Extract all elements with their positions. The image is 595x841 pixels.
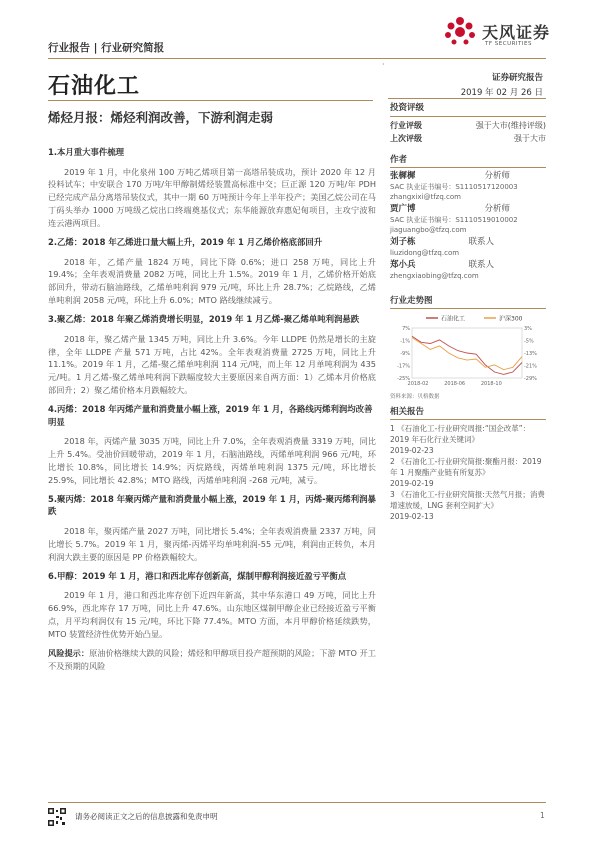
industry-rating-label: 行业评级 [390, 121, 422, 130]
previous-rating-row [390, 133, 546, 146]
related-block [390, 405, 546, 522]
sector-title: 石油化工 [48, 74, 141, 99]
y-tick-label: -9% [400, 351, 410, 357]
author-entry [390, 171, 546, 202]
section-text: 2018 年，乙烯产量 1824 万吨，同比下降 0.6%；进口 258 万吨，同比上升 19.4%；全年表观消费量 2082 万吨，同比上升 1.5%。2019 年 1 月，乙烯价格开始底部回升，带动石脑油路线，乙烯单吨利润 979 元/吨，环比上升 28.7%；乙烷路线，乙烯单吨利润 2058 元/吨，环比上升 6.0%；MTO 路线继续减亏。 [48, 256, 376, 306]
date-divider [388, 98, 546, 99]
related-report-date: 2019-02-13 [390, 512, 434, 521]
related-report-title[interactable]: 1 《石油化工-行业研究周报:“国企改革”：2019 年石化行业关键词》 [390, 424, 531, 444]
rating-block [390, 101, 546, 146]
author-email[interactable]: zhangxixi@tfzq.com [390, 193, 461, 201]
author-cert: SAC 执业证书编号：S1110517120003 [390, 183, 518, 191]
report-title: 烯烃月报：烯烃利润改善，下游利润走弱 [48, 110, 274, 125]
page-number: 1 [540, 811, 545, 820]
qr-code-icon[interactable] [48, 808, 66, 826]
logo-text: 天风证券 [482, 23, 551, 42]
author-email[interactable]: jiaguangbo@tfzq.com [390, 226, 467, 234]
series-line [412, 336, 522, 374]
section-heading: 2.乙烯：2018 年乙烯进口量大幅上升，2019 年 1 月乙烯价格底部回升 [48, 237, 323, 248]
rating-divider [390, 116, 546, 117]
footer-divider [48, 802, 546, 803]
section-text: 2019 年 1 月，中化泉州 100 万吨乙烯项目第一高塔吊装成功，预计 2020 年 12 月投料试车；中安联合 170 万吨/年甲醇制烯烃装置高标准中交；巨正源 120 万吨/年 PDH 已经完成产品分离塔吊装仪式，其中一期 60 万吨预计今年上半年投产；美国乙烷公司在马丁码头举办 1000 万吨级乙烷出口终端奠基仪式；东华能源放弃惠妃甸项目，主攻宁波和连云港两项目。 [48, 166, 376, 229]
author-role: 联系人 [468, 260, 494, 270]
risk-label: 风险提示： [48, 647, 90, 658]
related-report-title[interactable]: 3 《石油化工-行业研究简报:天然气月报；消费增速放缓，LNG 套利空间扩大》 [390, 490, 545, 510]
section-text: 2018 年，丙烯产量 3035 万吨，同比上升 7.0%，全年表观消费量 3319 万吨，同比上升 5.4%。受油价回暖带动，2019 年 1 月，石脑油路线，丙烯单吨利润 966 元/吨，环比增长 10.8%，同比增长 14.9%；丙烷路线，丙烯单吨利润 1375 元/吨，环比增长 25.9%，同比增长 42.8%；MTO 路线，丙烯单吨利润 -268 元/吨，减亏。 [48, 436, 376, 485]
report-body [48, 146, 376, 678]
section-text: 2018 年，聚乙烯产量 1345 万吨，同比上升 3.6%。今年 LLDPE 仍然是增长的主旋律，全年 LLDPE 产量 571 万吨，占比 42%。全年表观消费量 2725 万吨，同比上升 11.1%。2019 年 1 月，乙烯-聚乙烯单吨利润 114 元/吨，而上年 12 月单吨利润为 435 元/吨。1 月乙烯-聚乙烯单吨利润下跌幅度较大主要原因来自两方面：1）乙烯本月价格底部回升；2）聚乙烯价格本月跌幅较大。 [48, 333, 376, 396]
related-heading: 相关报告 [390, 407, 425, 417]
logo-icon [443, 16, 477, 46]
legend-label: 石油化工 [441, 315, 466, 323]
author-role: 分析师 [484, 171, 510, 181]
report-date: 2019 年 02 月 26 日 [460, 88, 543, 98]
section-heading: 3.聚乙烯：2018 年聚乙烯消费增长明显，2019 年 1 月乙烯-聚乙烯单吨利润悬跌 [48, 314, 360, 325]
author-name: 张樨樨 [390, 171, 416, 181]
section-heading: 6.甲醇：2019 年 1 月，港口和西北库存创新高，煤制甲醇利润接近盈亏平衡点 [48, 570, 347, 581]
report-type: 证券研究报告 [491, 73, 543, 83]
trend-block [390, 294, 546, 400]
x-tick-label: 2018-10 [480, 381, 502, 387]
legend-label: 沪深300 [499, 315, 523, 323]
related-report-item[interactable] [390, 456, 546, 489]
trend-heading: 行业走势图 [390, 296, 433, 306]
previous-rating-label: 上次评级 [390, 134, 422, 143]
logo-subtext: TF SECURITIES [485, 41, 532, 47]
related-report-date: 2019-02-19 [390, 479, 434, 488]
report-category: 行业报告 | 行业研究简报 [48, 42, 165, 54]
industry-rating-row [390, 120, 546, 133]
chart-source: 资料来源：贝格数据 [390, 394, 440, 400]
authors-block [390, 153, 546, 281]
y2-tick-label: -13% [524, 351, 537, 357]
author-entry [390, 260, 546, 281]
section-heading: 5.聚丙烯：2018 年聚丙烯产量和消费量小幅上涨，2019 年 1 月，丙烯-聚丙烯利润暴跌 [48, 493, 376, 517]
section-heading: 4.丙烯：2018 年丙烯产量和消费量小幅上涨，2019 年 1 月，各路线丙烯利润均改善明显 [48, 404, 373, 427]
x-tick-label: 2018-02 [407, 381, 429, 387]
series-line [412, 338, 522, 370]
section-heading: 1.本月重大事件梳理 [48, 147, 125, 157]
author-email[interactable]: zhengxiaobing@tfzq.com [390, 272, 479, 280]
disclaimer-text: 请务必阅读正文之后的信息披露和免责申明 [75, 812, 218, 821]
y-tick-label: -1% [400, 338, 410, 345]
y2-tick-label: -5% [524, 338, 534, 345]
author-email[interactable]: liuzidong@tfzq.com [390, 249, 460, 257]
related-report-item[interactable] [390, 423, 546, 456]
x-tick-label: 2018-06 [444, 381, 466, 387]
author-entry [390, 237, 546, 258]
industry-rating-value: 强于大市(维持评级) [475, 121, 546, 130]
y-tick-label: -17% [397, 363, 410, 370]
section-text: 2019 年 1 月，港口和西北库存创下近四年新高，其中华东港口 49 万吨，同比上升 66.9%，西北库存 17 万吨，同比上升 47.6%。山东地区煤制甲醇企业已经接近盈亏平衡点，月平均利润仅有 15 元/吨，环比下降 77.4%。MTO 方面，本月甲醇价格延续跌势，MTO 装置经济性优势开始凸显。 [48, 590, 376, 639]
authors-heading: 作者 [390, 155, 408, 165]
related-report-date: 2019-02-23 [390, 446, 434, 455]
author-role: 分析师 [484, 204, 510, 214]
author-role: 联系人 [468, 237, 494, 247]
sector-divider [48, 100, 373, 101]
author-name: 郑小兵 [390, 260, 416, 270]
related-divider [390, 419, 546, 420]
y2-tick-label: -21% [524, 363, 537, 370]
authors-divider [390, 167, 546, 168]
y2-tick-label: 3% [524, 326, 532, 332]
author-cert: SAC 执业证书编号：S1110519010002 [390, 216, 518, 224]
trend-divider [390, 308, 546, 309]
separator-dot: · [382, 60, 385, 69]
y2-tick-label: -29% [524, 376, 537, 382]
related-report-item[interactable] [390, 489, 546, 522]
rating-heading: 投资评级 [390, 103, 425, 113]
author-name: 贾广博 [390, 204, 416, 214]
header-divider [48, 58, 546, 59]
section-text: 2018 年，聚丙烯产量 2027 万吨，同比增长 5.4%；全年表观消费量 2337 万吨，同比增长 5.7%。2019 年 1 月，聚丙烯-丙烯平均单吨利润-55 元/吨，利润由正转负，本月利润大跌主要的原因是 PP 价格跌幅较大。 [48, 525, 376, 562]
author-name: 刘子栋 [390, 237, 416, 247]
risk-warning [48, 647, 376, 673]
y-tick-label: 7% [402, 326, 410, 332]
previous-rating-value: 强于大市 [514, 134, 546, 143]
author-entry [390, 204, 546, 235]
risk-text: 原油价格继续大跌的风险；烯烃和甲醇项目投产超预期的风险；下游 MTO 开工不及预期的风险 [48, 647, 376, 671]
related-report-title[interactable]: 2 《石油化工-行业研究简报:聚酯月报：2019 年 1 月聚酯产业链有所复苏》 [390, 457, 542, 477]
y-tick-label: -25% [397, 376, 410, 382]
trend-chart [390, 312, 546, 392]
